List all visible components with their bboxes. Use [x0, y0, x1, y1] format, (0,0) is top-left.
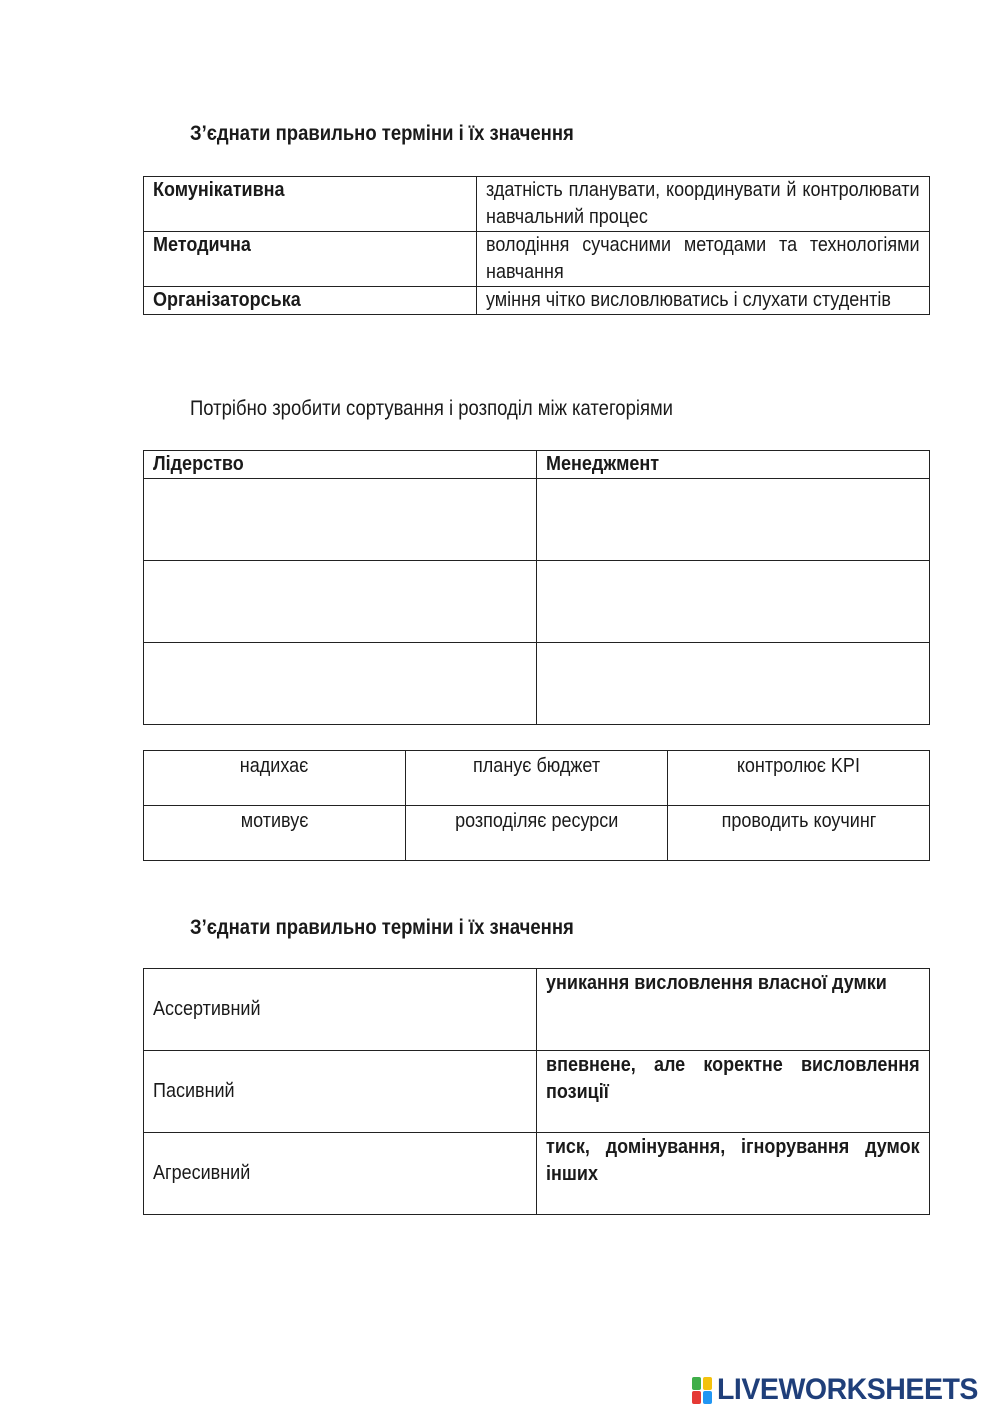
- option-card[interactable]: планує бюджет: [406, 751, 668, 806]
- match-table-2: [143, 968, 930, 1215]
- drop-zone-management[interactable]: [537, 561, 930, 643]
- column-header-management: Менеджмент: [537, 451, 930, 479]
- match-table-1: [143, 176, 930, 315]
- term-cell: Комунікативна: [144, 177, 477, 232]
- term-cell: Ассертивний: [144, 969, 537, 1051]
- option-card[interactable]: надихає: [144, 751, 406, 806]
- sort-table: [143, 450, 930, 725]
- option-card[interactable]: розподіляє ресурси: [406, 806, 668, 861]
- term-cell: Методична: [144, 232, 477, 287]
- meaning-cell[interactable]: уникання висловлення власної думки: [537, 969, 930, 1051]
- term-cell: Організаторська: [144, 287, 477, 315]
- section3-title: З’єднати правильно терміни і їх значення: [190, 916, 574, 939]
- meaning-cell[interactable]: володіння сучасними методами та технологіями навчання: [477, 232, 930, 287]
- liveworksheets-logo-icon: [692, 1375, 714, 1405]
- drop-zone-leadership[interactable]: [144, 561, 537, 643]
- option-card[interactable]: контролює KPI: [668, 751, 930, 806]
- option-card[interactable]: проводить коучинг: [668, 806, 930, 861]
- meaning-cell[interactable]: впевнене, але коректне висловлення позиції: [537, 1051, 930, 1133]
- liveworksheets-logo: [692, 1372, 992, 1408]
- meaning-cell[interactable]: уміння чітко висловлюватись і слухати студентів: [477, 287, 930, 315]
- drop-zone-management[interactable]: [537, 643, 930, 725]
- drop-zone-leadership[interactable]: [144, 643, 537, 725]
- drop-zone-leadership[interactable]: [144, 479, 537, 561]
- options-table: [143, 750, 930, 861]
- column-header-leadership: Лідерство: [144, 451, 537, 479]
- term-cell: Агресивний: [144, 1133, 537, 1215]
- section2-title: Потрібно зробити сортування і розподіл між категоріями: [190, 397, 673, 420]
- option-card[interactable]: мотивує: [144, 806, 406, 861]
- drop-zone-management[interactable]: [537, 479, 930, 561]
- term-cell: Пасивний: [144, 1051, 537, 1133]
- section1-title: З’єднати правильно терміни і їх значення: [190, 122, 574, 145]
- meaning-cell[interactable]: здатність планувати, координувати й контролювати навчальний процес: [477, 177, 930, 232]
- meaning-cell[interactable]: тиск, домінування, ігнорування думок інших: [537, 1133, 930, 1215]
- logo-text: LIVEWORKSHEETS: [717, 1373, 978, 1406]
